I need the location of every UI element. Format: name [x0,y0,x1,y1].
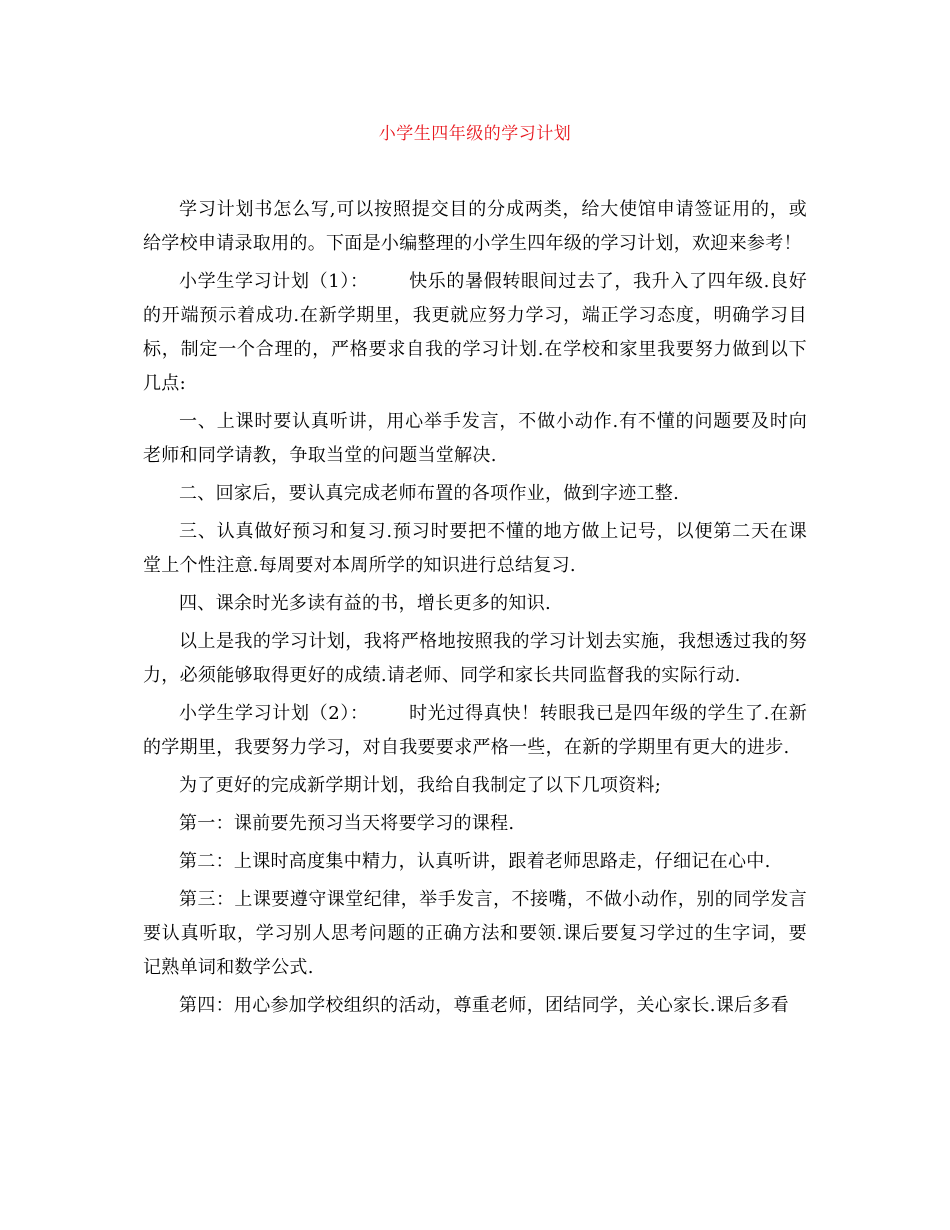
paragraph-text: 以上是我的学习计划，我将严格地按照我的学习计划去实施，我想透过我的努力，必须能够取得更好的成绩.请老师、同学和家长共同监督我的实际行动. [143,631,807,686]
paragraph-text: 第四：用心参加学校组织的活动，尊重老师，团结同学，关心家长.课后多看 [179,995,789,1016]
paragraph-plan-2 [143,697,807,765]
document-body [143,193,807,1027]
paragraph-intro [143,193,807,261]
paragraph-text: 第二：上课时高度集中精力，认真听讲，跟着老师思路走，仔细记在心中. [179,851,771,872]
paragraph-text: 三、认真做好预习和复习.预习时要把不懂的地方做上记号，以便第二天在课堂上个性注意.每周要对本周所学的知识进行总结复习. [143,521,807,576]
paragraph-point-1 [143,405,807,473]
paragraph-text: 时光过得真快！转眼我已是四年级的学生了.在新的学期里，我要努力学习，对自我要要求严格一些，在新的学期里有更大的进步. [143,703,807,758]
document-title: 小学生四年级的学习计划 [378,124,572,144]
paragraph-text: 为了更好的完成新学期计划，我给自我制定了以下几项资料; [179,775,662,796]
paragraph-point-3 [143,515,807,583]
paragraph-plan-2-intro [143,769,807,803]
paragraph-item-2 [143,845,807,879]
paragraph-point-4 [143,587,807,621]
plan-label: 小学生学习计划（1）： [179,271,369,292]
plan-label: 小学生学习计划（2）： [179,703,369,724]
paragraph-item-4 [143,989,807,1023]
paragraph-item-3 [143,883,807,985]
paragraph-item-1 [143,807,807,841]
paragraph-text: 二、回家后，要认真完成老师布置的各项作业，做到字迹工整. [179,483,680,504]
paragraph-point-2 [143,477,807,511]
paragraph-text: 四、课余时光多读有益的书，增长更多的知识. [179,593,552,614]
paragraph-text: 一、上课时要认真听讲，用心举手发言，不做小动作.有不懂的问题要及时向老师和同学请教，争取当堂的问题当堂解决. [143,411,807,466]
paragraph-text: 学习计划书怎么写,可以按照提交目的分成两类，给大使馆申请签证用的，或给学校申请录取用的。下面是小编整理的小学生四年级的学习计划，欢迎来参考！ [143,199,807,254]
paragraph-plan-1 [143,265,807,401]
paragraph-text: 第一：课前要先预习当天将要学习的课程. [179,813,515,834]
paragraph-text: 快乐的暑假转眼间过去了，我升入了四年级.良好的开端预示着成功.在新学期里，我更就应努力学习，端正学习态度，明确学习目标，制定一个合理的，严格要求自我的学习计划.在学校和家里我要努力做到以下几点: [143,271,807,394]
paragraph-summary [143,625,807,693]
paragraph-text: 第三：上课要遵守课堂纪律，举手发言，不接嘴，不做小动作，别的同学发言要认真听取，学习别人思考问题的正确方法和要领.课后要复习学过的生字词，要记熟单词和数学公式. [143,889,807,978]
